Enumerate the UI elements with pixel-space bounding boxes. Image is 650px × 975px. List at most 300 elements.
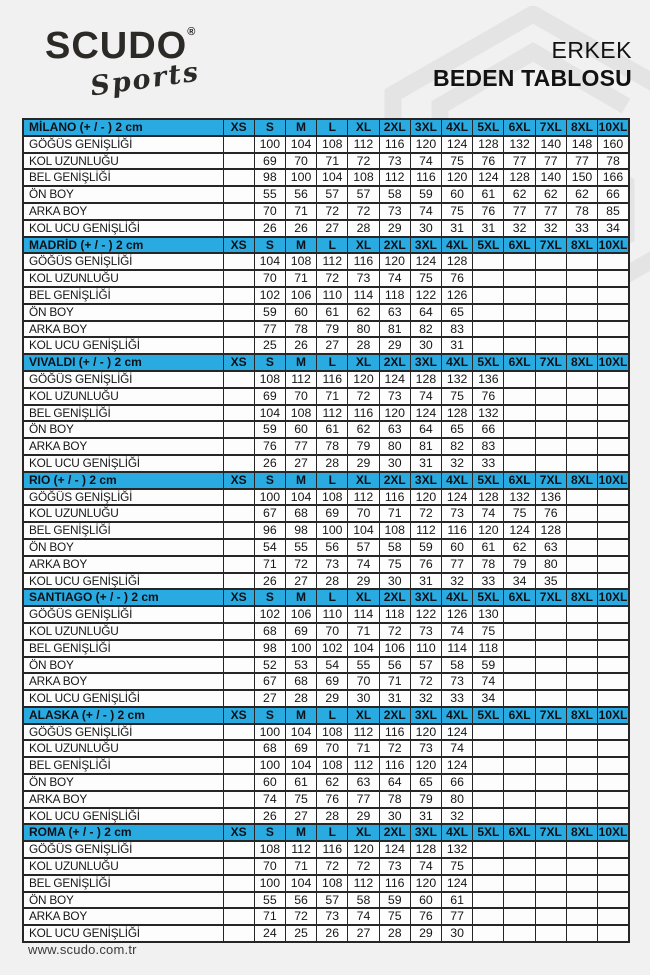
size-value-cell: 120: [410, 757, 441, 774]
measurement-row: [23, 186, 629, 203]
measurement-row: [23, 925, 629, 942]
size-column-header: 2XL: [379, 119, 410, 136]
size-value-cell: 28: [317, 573, 348, 590]
size-value-cell: 32: [535, 220, 566, 237]
size-column-header: 6XL: [504, 119, 535, 136]
size-value-cell: [598, 690, 629, 707]
size-value-cell: [504, 875, 535, 892]
size-value-cell: [473, 321, 504, 338]
measurement-label: GÖĞÜS GENİŞLİĞİ: [23, 841, 223, 858]
size-value-cell: [535, 270, 566, 287]
size-value-cell: 73: [379, 388, 410, 405]
size-value-cell: 28: [317, 455, 348, 472]
size-value-cell: [598, 892, 629, 909]
measurement-label: GÖĞÜS GENİŞLİĞİ: [23, 724, 223, 741]
section-header-row: [23, 237, 629, 254]
size-value-cell: 56: [317, 539, 348, 556]
size-column-header: 3XL: [410, 237, 441, 254]
size-value-cell: 77: [285, 438, 316, 455]
size-value-cell: 75: [473, 623, 504, 640]
size-value-cell: [598, 455, 629, 472]
size-value-cell: 30: [410, 337, 441, 354]
size-value-cell: 27: [317, 220, 348, 237]
size-value-cell: 120: [410, 136, 441, 153]
size-value-cell: [566, 908, 597, 925]
size-value-cell: [473, 253, 504, 270]
measurement-row: [23, 522, 629, 539]
size-column-header: 10XL: [598, 707, 628, 722]
size-column-header: M: [285, 354, 316, 371]
size-value-cell: 77: [348, 791, 379, 808]
size-value-cell: [598, 908, 629, 925]
size-value-cell: 96: [254, 522, 285, 539]
size-value-cell: 74: [410, 153, 441, 170]
size-value-cell: [504, 253, 535, 270]
size-value-cell: 116: [442, 522, 473, 539]
size-value-cell: 74: [442, 623, 473, 640]
size-value-cell: 65: [410, 774, 441, 791]
size-value-cell: 126: [442, 606, 473, 623]
size-value-cell: [473, 740, 504, 757]
size-value-cell: 78: [285, 321, 316, 338]
size-value-cell: 70: [254, 858, 285, 875]
size-value-cell: 55: [285, 539, 316, 556]
size-value-cell: 77: [442, 556, 473, 573]
size-value-cell: 77: [504, 153, 535, 170]
size-value-cell: 78: [473, 556, 504, 573]
measurement-label: ARKA BOY: [23, 791, 223, 808]
size-value-cell: 75: [442, 858, 473, 875]
size-value-cell: [535, 438, 566, 455]
size-column-header: 8XL: [566, 119, 597, 136]
measurement-label: ARKA BOY: [23, 673, 223, 690]
size-column-header: 5XL: [473, 119, 504, 136]
size-value-cell: 72: [317, 270, 348, 287]
size-value-cell: 65: [442, 421, 473, 438]
size-value-cell: 26: [254, 808, 285, 825]
measurement-row: [23, 153, 629, 170]
size-value-cell: 104: [254, 253, 285, 270]
measurement-label: ÖN BOY: [23, 657, 223, 674]
size-value-cell: [504, 606, 535, 623]
measurement-label: BEL GENİŞLİĞİ: [23, 405, 223, 422]
size-value-cell: [504, 858, 535, 875]
size-value-cell: 69: [285, 740, 316, 757]
size-value-cell: 78: [379, 791, 410, 808]
size-value-cell: 72: [317, 858, 348, 875]
size-value-cell: [223, 489, 254, 506]
size-value-cell: [566, 740, 597, 757]
size-value-cell: 112: [379, 169, 410, 186]
size-value-cell: 71: [317, 388, 348, 405]
size-value-cell: [535, 875, 566, 892]
size-value-cell: 54: [254, 539, 285, 556]
size-value-cell: [566, 304, 597, 321]
measurement-label: BEL GENİŞLİĞİ: [23, 169, 223, 186]
section-title: MİLANO (+ / - ) 2 cm: [23, 119, 223, 136]
size-value-cell: 128: [442, 253, 473, 270]
size-value-cell: 58: [442, 657, 473, 674]
size-value-cell: [566, 539, 597, 556]
size-value-cell: 57: [317, 892, 348, 909]
size-value-cell: 100: [317, 522, 348, 539]
size-value-cell: 128: [473, 136, 504, 153]
size-table-wrap: [22, 118, 630, 943]
size-value-cell: [504, 640, 535, 657]
size-value-cell: 73: [410, 623, 441, 640]
size-value-cell: [223, 606, 254, 623]
size-column-header: 4XL: [442, 119, 473, 136]
size-value-cell: 34: [473, 690, 504, 707]
size-value-cell: [473, 925, 504, 942]
size-value-cell: 26: [254, 455, 285, 472]
size-value-cell: 112: [348, 136, 379, 153]
size-value-cell: [223, 925, 254, 942]
size-value-cell: 30: [410, 220, 441, 237]
size-value-cell: 63: [379, 304, 410, 321]
size-value-cell: 122: [410, 287, 441, 304]
size-value-cell: 58: [379, 539, 410, 556]
size-value-cell: 124: [442, 757, 473, 774]
size-value-cell: [504, 405, 535, 422]
size-value-cell: 118: [379, 606, 410, 623]
measurement-label: ARKA BOY: [23, 438, 223, 455]
size-value-cell: 32: [504, 220, 535, 237]
size-value-cell: [598, 673, 629, 690]
size-value-cell: 112: [317, 405, 348, 422]
size-value-cell: 150: [566, 169, 597, 186]
size-value-cell: 108: [254, 371, 285, 388]
measurement-label: BEL GENİŞLİĞİ: [23, 640, 223, 657]
size-value-cell: 62: [535, 186, 566, 203]
size-value-cell: [566, 573, 597, 590]
size-value-cell: 31: [379, 690, 410, 707]
size-column-header: M: [285, 472, 316, 489]
size-value-cell: 24: [254, 925, 285, 942]
size-value-cell: 79: [504, 556, 535, 573]
size-value-cell: 60: [254, 774, 285, 791]
size-value-cell: [473, 875, 504, 892]
measurement-row: [23, 892, 629, 909]
size-value-cell: 60: [285, 304, 316, 321]
size-value-cell: 71: [285, 270, 316, 287]
size-value-cell: 77: [254, 321, 285, 338]
size-value-cell: [535, 808, 566, 825]
measurement-label: KOL UZUNLUĞU: [23, 740, 223, 757]
size-column-header: XL: [348, 354, 379, 371]
size-value-cell: 116: [410, 169, 441, 186]
size-value-cell: 69: [317, 505, 348, 522]
size-value-cell: 34: [504, 573, 535, 590]
size-value-cell: 102: [254, 606, 285, 623]
size-value-cell: 128: [410, 371, 441, 388]
size-value-cell: 25: [285, 925, 316, 942]
size-value-cell: 26: [285, 220, 316, 237]
size-value-cell: [473, 757, 504, 774]
size-value-cell: 67: [254, 505, 285, 522]
size-value-cell: 72: [285, 908, 316, 925]
size-value-cell: 52: [254, 657, 285, 674]
size-value-cell: [473, 892, 504, 909]
size-value-cell: 71: [379, 505, 410, 522]
size-column-header: XL: [348, 707, 379, 724]
size-value-cell: 27: [285, 573, 316, 590]
size-value-cell: 61: [285, 774, 316, 791]
size-value-cell: [566, 673, 597, 690]
size-value-cell: 75: [442, 153, 473, 170]
size-value-cell: 57: [410, 657, 441, 674]
size-value-cell: 120: [348, 371, 379, 388]
size-value-cell: 104: [254, 405, 285, 422]
size-value-cell: 54: [317, 657, 348, 674]
size-value-cell: 112: [348, 724, 379, 741]
measurement-label: ARKA BOY: [23, 908, 223, 925]
size-value-cell: [566, 657, 597, 674]
size-value-cell: 66: [442, 774, 473, 791]
size-value-cell: 55: [254, 892, 285, 909]
size-value-cell: 75: [442, 203, 473, 220]
size-column-header: L: [317, 707, 348, 724]
size-value-cell: 106: [285, 287, 316, 304]
size-value-cell: [566, 925, 597, 942]
size-value-cell: [504, 304, 535, 321]
size-value-cell: [223, 640, 254, 657]
size-value-cell: 108: [317, 757, 348, 774]
size-column-header: 3XL: [410, 119, 441, 136]
size-value-cell: [223, 724, 254, 741]
measurement-label: GÖĞÜS GENİŞLİĞİ: [23, 371, 223, 388]
size-value-cell: 70: [254, 203, 285, 220]
size-column-header: S: [254, 707, 285, 724]
size-value-cell: 31: [410, 808, 441, 825]
size-value-cell: [535, 287, 566, 304]
size-column-header: M: [285, 237, 316, 254]
size-value-cell: 70: [317, 623, 348, 640]
size-value-cell: 25: [254, 337, 285, 354]
size-value-cell: [504, 455, 535, 472]
measurement-row: [23, 690, 629, 707]
size-value-cell: 59: [410, 539, 441, 556]
size-column-header: 8XL: [566, 472, 597, 489]
size-value-cell: 112: [285, 841, 316, 858]
size-value-cell: 76: [442, 270, 473, 287]
size-column-header: 8XL: [566, 237, 597, 254]
size-value-cell: 28: [317, 808, 348, 825]
size-value-cell: 104: [285, 724, 316, 741]
measurement-row: [23, 841, 629, 858]
size-value-cell: [535, 791, 566, 808]
measurement-label: GÖĞÜS GENİŞLİĞİ: [23, 489, 223, 506]
measurement-label: BEL GENİŞLİĞİ: [23, 522, 223, 539]
size-value-cell: [223, 455, 254, 472]
measurement-label: BEL GENİŞLİĞİ: [23, 757, 223, 774]
measurement-row: [23, 169, 629, 186]
size-value-cell: 72: [348, 203, 379, 220]
size-value-cell: 76: [473, 203, 504, 220]
size-value-cell: [223, 875, 254, 892]
size-column-header: 5XL: [473, 707, 504, 724]
size-column-header: 4XL: [442, 824, 473, 841]
size-column-header: L: [317, 589, 348, 606]
measurement-label: KOL UZUNLUĞU: [23, 623, 223, 640]
size-column-header: 10XL: [598, 825, 628, 840]
size-value-cell: [504, 321, 535, 338]
size-value-cell: [223, 690, 254, 707]
size-column-header: 6XL: [504, 472, 535, 489]
size-value-cell: [598, 791, 629, 808]
measurement-label: ÖN BOY: [23, 774, 223, 791]
measurement-label: GÖĞÜS GENİŞLİĞİ: [23, 253, 223, 270]
size-column-header: S: [254, 824, 285, 841]
size-value-cell: [535, 774, 566, 791]
size-value-cell: [223, 388, 254, 405]
size-value-cell: 29: [317, 690, 348, 707]
size-value-cell: [504, 673, 535, 690]
size-value-cell: 60: [442, 539, 473, 556]
size-value-cell: [566, 841, 597, 858]
size-value-cell: 120: [410, 875, 441, 892]
size-value-cell: [566, 774, 597, 791]
size-value-cell: [504, 724, 535, 741]
size-value-cell: [566, 321, 597, 338]
size-value-cell: [223, 253, 254, 270]
size-value-cell: [223, 421, 254, 438]
size-value-cell: [566, 875, 597, 892]
size-value-cell: [223, 287, 254, 304]
size-column-header: S: [254, 119, 285, 136]
size-column-header: 7XL: [535, 707, 566, 724]
size-value-cell: [223, 858, 254, 875]
size-value-cell: [535, 337, 566, 354]
size-value-cell: 78: [598, 153, 629, 170]
measurement-row: [23, 757, 629, 774]
size-value-cell: 55: [348, 657, 379, 674]
size-value-cell: [504, 791, 535, 808]
size-value-cell: [566, 405, 597, 422]
size-value-cell: 27: [254, 690, 285, 707]
size-value-cell: 114: [442, 640, 473, 657]
size-value-cell: [535, 321, 566, 338]
size-value-cell: 126: [442, 287, 473, 304]
size-value-cell: 104: [348, 640, 379, 657]
size-value-cell: 104: [285, 489, 316, 506]
size-value-cell: [535, 841, 566, 858]
measurement-label: ARKA BOY: [23, 556, 223, 573]
size-value-cell: 75: [285, 791, 316, 808]
size-value-cell: [566, 388, 597, 405]
measurement-row: [23, 438, 629, 455]
size-value-cell: 124: [504, 522, 535, 539]
size-value-cell: 31: [410, 455, 441, 472]
size-value-cell: [223, 657, 254, 674]
measurement-row: [23, 253, 629, 270]
size-value-cell: 71: [348, 623, 379, 640]
size-value-cell: [504, 892, 535, 909]
size-value-cell: 78: [566, 203, 597, 220]
size-value-cell: 76: [317, 791, 348, 808]
section-title: RIO (+ / - ) 2 cm: [23, 472, 223, 489]
size-value-cell: [566, 892, 597, 909]
size-value-cell: 108: [317, 724, 348, 741]
size-value-cell: 31: [442, 337, 473, 354]
size-column-header: 4XL: [442, 589, 473, 606]
brand-logo: [45, 25, 202, 103]
size-value-cell: 128: [473, 489, 504, 506]
size-value-cell: 61: [473, 539, 504, 556]
size-value-cell: 112: [410, 522, 441, 539]
measurement-row: [23, 539, 629, 556]
measurement-row: [23, 421, 629, 438]
size-value-cell: 73: [442, 673, 473, 690]
size-column-header: 10XL: [598, 237, 628, 252]
size-value-cell: 74: [473, 673, 504, 690]
size-value-cell: [223, 136, 254, 153]
size-value-cell: 128: [504, 169, 535, 186]
size-value-cell: 112: [348, 757, 379, 774]
size-value-cell: 55: [254, 186, 285, 203]
size-value-cell: 110: [317, 606, 348, 623]
size-value-cell: 148: [566, 136, 597, 153]
size-value-cell: 69: [285, 623, 316, 640]
size-value-cell: 74: [254, 791, 285, 808]
size-value-cell: 59: [254, 304, 285, 321]
size-value-cell: [566, 556, 597, 573]
size-value-cell: 122: [410, 606, 441, 623]
size-value-cell: [598, 421, 629, 438]
size-value-cell: 116: [348, 253, 379, 270]
size-column-header: 5XL: [473, 354, 504, 371]
size-value-cell: 118: [379, 287, 410, 304]
size-value-cell: 71: [285, 203, 316, 220]
size-value-cell: [473, 791, 504, 808]
size-value-cell: [598, 875, 629, 892]
measurement-row: [23, 573, 629, 590]
size-value-cell: 120: [348, 841, 379, 858]
size-value-cell: [223, 153, 254, 170]
size-value-cell: [535, 757, 566, 774]
size-value-cell: 104: [348, 522, 379, 539]
size-value-cell: 29: [379, 337, 410, 354]
size-value-cell: 114: [348, 287, 379, 304]
size-value-cell: [535, 740, 566, 757]
size-value-cell: [473, 908, 504, 925]
size-value-cell: 80: [535, 556, 566, 573]
measurement-label: KOL UCU GENİŞLİĞİ: [23, 337, 223, 354]
measurement-label: ÖN BOY: [23, 539, 223, 556]
size-column-header: 8XL: [566, 589, 597, 606]
size-value-cell: 32: [442, 573, 473, 590]
size-value-cell: 132: [473, 405, 504, 422]
section-title: ROMA (+ / - ) 2 cm: [23, 824, 223, 841]
measurement-row: [23, 724, 629, 741]
size-value-cell: 124: [379, 841, 410, 858]
size-value-cell: [566, 606, 597, 623]
size-value-cell: 112: [348, 489, 379, 506]
size-column-header: XL: [348, 824, 379, 841]
measurement-row: [23, 673, 629, 690]
size-value-cell: [566, 505, 597, 522]
size-value-cell: 80: [379, 438, 410, 455]
size-value-cell: 128: [410, 841, 441, 858]
size-value-cell: [598, 405, 629, 422]
measurement-row: [23, 505, 629, 522]
page-title-main: BEDEN TABLOSU: [433, 65, 632, 91]
measurement-label: KOL UZUNLUĞU: [23, 388, 223, 405]
size-value-cell: 136: [473, 371, 504, 388]
size-value-cell: [504, 421, 535, 438]
size-value-cell: [535, 455, 566, 472]
size-value-cell: 62: [566, 186, 597, 203]
